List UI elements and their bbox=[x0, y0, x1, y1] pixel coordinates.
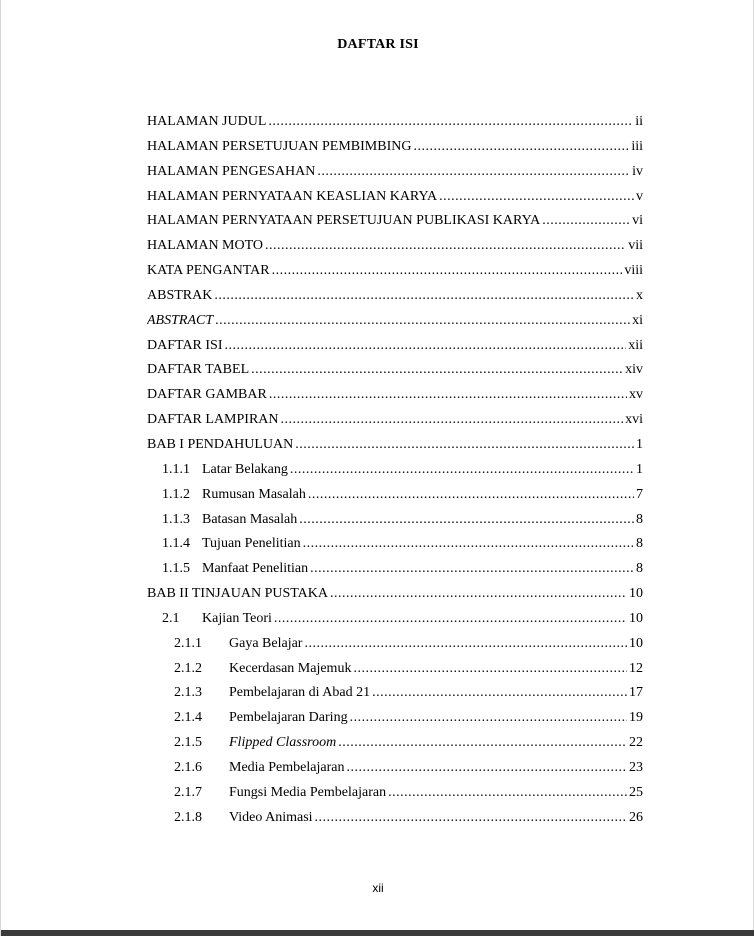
toc-entry-label: DAFTAR LAMPIRAN bbox=[147, 412, 279, 428]
dot-leader bbox=[350, 710, 627, 726]
dot-leader bbox=[388, 785, 627, 801]
toc-entry[interactable] bbox=[147, 462, 643, 487]
toc-entry-label: HALAMAN JUDUL bbox=[147, 114, 267, 129]
toc-entry-number: 2.1.7 bbox=[174, 784, 202, 800]
table-of-contents bbox=[147, 114, 643, 834]
toc-entry[interactable] bbox=[147, 139, 643, 164]
toc-entry[interactable] bbox=[147, 387, 643, 412]
toc-entry-page: 17 bbox=[629, 685, 643, 701]
toc-entry-page: xv bbox=[629, 387, 643, 403]
toc-entry-number: 1.1.1 bbox=[162, 461, 190, 477]
toc-entry-page: 8 bbox=[636, 561, 643, 577]
dot-leader bbox=[315, 810, 627, 826]
toc-entry-number: 2.1.4 bbox=[174, 710, 202, 726]
dot-leader bbox=[225, 338, 627, 354]
toc-entry[interactable] bbox=[147, 189, 643, 214]
toc-entry-page: 8 bbox=[636, 511, 643, 527]
toc-entry-label: ABSTRAK bbox=[147, 287, 213, 303]
toc-entry-page: 26 bbox=[629, 809, 643, 825]
toc-entry-label: Pembelajaran Daring bbox=[229, 710, 348, 726]
toc-entry-label: Tujuan Penelitian bbox=[202, 536, 301, 552]
dot-leader bbox=[346, 760, 627, 776]
toc-entry-page: 10 bbox=[629, 610, 643, 626]
dot-leader bbox=[542, 213, 630, 229]
dot-leader bbox=[274, 611, 627, 627]
toc-entry-label: Batasan Masalah bbox=[202, 511, 298, 527]
dot-leader bbox=[353, 661, 627, 677]
toc-entry[interactable] bbox=[147, 661, 643, 686]
toc-entry-label: Manfaat Penelitian bbox=[202, 561, 309, 577]
toc-entry-page: 23 bbox=[629, 759, 643, 775]
toc-entry-page: 1 bbox=[636, 461, 643, 477]
dot-leader bbox=[310, 561, 634, 577]
dot-leader bbox=[268, 114, 633, 130]
toc-entry-page: 25 bbox=[629, 784, 643, 800]
toc-entry-label: DAFTAR ISI bbox=[147, 337, 223, 353]
dot-leader bbox=[413, 139, 629, 155]
toc-entry-label: Video Animasi bbox=[229, 809, 313, 825]
toc-entry-label: BAB I PENDAHULUAN bbox=[147, 436, 294, 452]
toc-entry[interactable] bbox=[147, 288, 643, 313]
toc-entry-number: 1.1.5 bbox=[162, 561, 190, 577]
toc-entry-page: xi bbox=[632, 312, 643, 328]
toc-entry[interactable] bbox=[147, 313, 643, 338]
toc-entry-page: 12 bbox=[629, 660, 643, 676]
toc-entry-label: Rumusan Masalah bbox=[202, 486, 306, 502]
page-number-footer: xii bbox=[372, 881, 384, 895]
toc-entry-page: 1 bbox=[636, 436, 643, 452]
toc-entry-page: xvi bbox=[625, 412, 643, 428]
toc-entry-number: 2.1.8 bbox=[174, 809, 202, 825]
toc-entry-number: 2.1.2 bbox=[174, 660, 202, 676]
page-title: DAFTAR ISI bbox=[337, 37, 419, 52]
toc-entry-page: v bbox=[636, 188, 643, 204]
toc-entry[interactable] bbox=[147, 437, 643, 462]
toc-entry-page: vi bbox=[632, 213, 643, 229]
toc-entry[interactable] bbox=[147, 263, 643, 288]
dot-leader bbox=[215, 313, 630, 329]
dot-leader bbox=[265, 238, 626, 254]
toc-entry[interactable] bbox=[147, 810, 643, 835]
toc-entry-number: 1.1.3 bbox=[162, 511, 190, 527]
toc-entry[interactable] bbox=[147, 710, 643, 735]
toc-entry-page: 7 bbox=[636, 486, 643, 502]
toc-entry-number: 2.1.6 bbox=[174, 759, 202, 775]
toc-entry-number: 2.1.5 bbox=[174, 735, 202, 751]
toc-entry-label: Kajian Teori bbox=[202, 610, 272, 626]
dot-leader bbox=[214, 288, 634, 304]
toc-entry[interactable] bbox=[147, 114, 643, 139]
toc-entry-page: 19 bbox=[629, 710, 643, 726]
toc-entry[interactable] bbox=[147, 164, 643, 189]
toc-entry-label: ABSTRACT bbox=[147, 312, 214, 328]
dot-leader bbox=[269, 387, 627, 403]
toc-entry-page: xii bbox=[628, 337, 643, 353]
toc-entry-label: Kecerdasan Majemuk bbox=[229, 660, 352, 676]
dot-leader bbox=[281, 412, 624, 428]
toc-entry-label: HALAMAN PERNYATAAN PERSETUJUAN PUBLIKASI KARYA bbox=[147, 213, 541, 229]
dot-leader bbox=[372, 685, 627, 701]
toc-entry-label: KATA PENGANTAR bbox=[147, 263, 270, 279]
dot-leader bbox=[251, 362, 623, 378]
dot-leader bbox=[295, 437, 634, 453]
toc-entry-page: iv bbox=[632, 163, 643, 179]
dot-leader bbox=[439, 189, 634, 205]
toc-entry[interactable] bbox=[147, 362, 643, 387]
toc-entry[interactable] bbox=[147, 213, 643, 238]
toc-entry-number: 1.1.2 bbox=[162, 486, 190, 502]
toc-entry-label: Gaya Belajar bbox=[229, 635, 303, 651]
toc-entry[interactable] bbox=[147, 512, 643, 537]
dot-leader bbox=[330, 586, 627, 602]
toc-entry[interactable] bbox=[147, 785, 643, 810]
toc-entry-label: DAFTAR TABEL bbox=[147, 362, 250, 378]
toc-entry[interactable] bbox=[147, 611, 643, 636]
toc-entry-label: HALAMAN PERNYATAAN KEASLIAN KARYA bbox=[147, 188, 438, 204]
toc-entry[interactable] bbox=[147, 338, 643, 363]
dot-leader bbox=[303, 536, 634, 552]
toc-entry-page: vii bbox=[628, 238, 643, 254]
toc-entry-label: Fungsi Media Pembelajaran bbox=[229, 784, 387, 800]
dot-leader bbox=[272, 263, 623, 279]
toc-entry-number: 2.1.1 bbox=[174, 635, 202, 651]
toc-entry[interactable] bbox=[147, 685, 643, 710]
toc-entry-label: HALAMAN MOTO bbox=[147, 238, 264, 254]
toc-entry-label: HALAMAN PENGESAHAN bbox=[147, 163, 316, 179]
toc-entry-label: Latar Belakang bbox=[202, 461, 288, 477]
toc-entry-label: DAFTAR GAMBAR bbox=[147, 387, 267, 403]
toc-entry-page: 10 bbox=[629, 635, 643, 651]
dot-leader bbox=[317, 164, 630, 180]
toc-entry-label: HALAMAN PERSETUJUAN PEMBIMBING bbox=[147, 138, 412, 154]
dot-leader bbox=[308, 487, 634, 503]
toc-entry-label: Flipped Classroom bbox=[229, 735, 337, 751]
toc-entry-number: 2.1 bbox=[162, 610, 180, 626]
toc-entry[interactable] bbox=[147, 536, 643, 561]
toc-entry[interactable] bbox=[147, 735, 643, 760]
toc-entry[interactable] bbox=[147, 412, 643, 437]
toc-entry-page: 10 bbox=[629, 586, 643, 602]
dot-leader bbox=[290, 462, 634, 478]
dot-leader bbox=[299, 512, 634, 528]
toc-entry[interactable] bbox=[147, 487, 643, 512]
dot-leader bbox=[338, 735, 627, 751]
toc-entry-page: ii bbox=[635, 114, 643, 129]
toc-entry-number: 2.1.3 bbox=[174, 685, 202, 701]
toc-entry-page: iii bbox=[631, 138, 643, 154]
toc-entry[interactable] bbox=[147, 561, 643, 586]
viewer-bottom-edge bbox=[1, 930, 754, 936]
toc-entry-page: xiv bbox=[625, 362, 643, 378]
toc-entry-label: Pembelajaran di Abad 21 bbox=[229, 685, 371, 701]
toc-entry-page: 22 bbox=[629, 735, 643, 751]
toc-entry[interactable] bbox=[147, 238, 643, 263]
toc-entry[interactable] bbox=[147, 760, 643, 785]
toc-entry-label: Media Pembelajaran bbox=[229, 759, 345, 775]
toc-entry[interactable] bbox=[147, 586, 643, 611]
toc-entry-label: BAB II TINJAUAN PUSTAKA bbox=[147, 586, 329, 602]
toc-entry-number: 1.1.4 bbox=[162, 536, 190, 552]
toc-entry-page: viii bbox=[624, 263, 643, 279]
toc-entry-page: 8 bbox=[636, 536, 643, 552]
dot-leader bbox=[304, 636, 627, 652]
toc-entry-page: x bbox=[636, 287, 643, 303]
toc-entry[interactable] bbox=[147, 636, 643, 661]
